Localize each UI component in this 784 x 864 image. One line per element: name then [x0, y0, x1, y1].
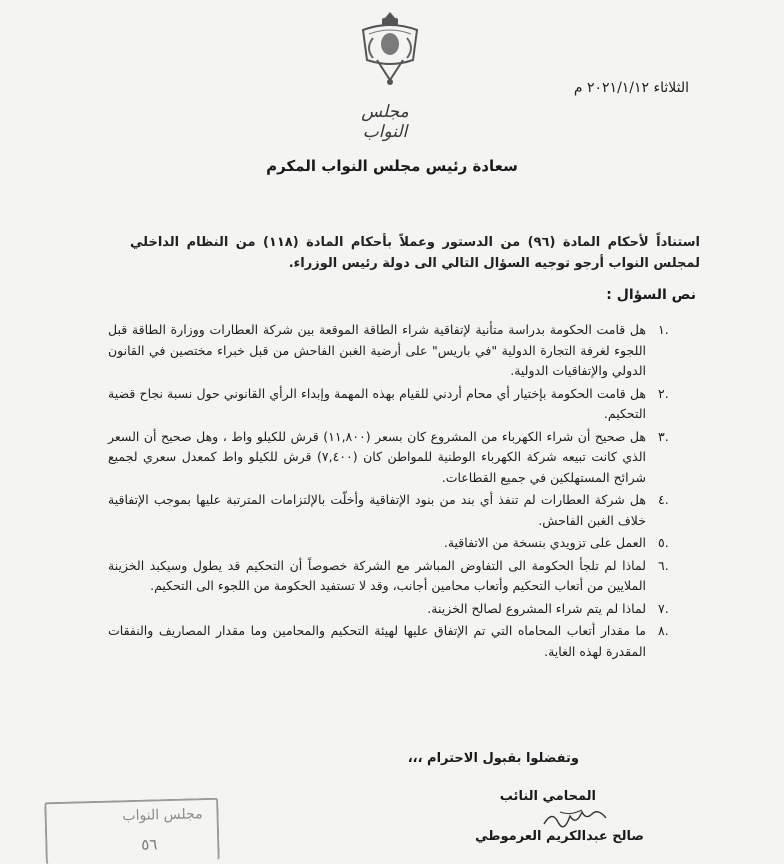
received-stamp	[44, 798, 220, 864]
question-text: هل شركة العطارات لم تنفذ أي بند من بنود الإتفاقية وأخلّت بالإلتزامات المترتبة عليها بموجب الإتفاقية خلاف الغبن الفاحش.	[108, 492, 646, 528]
stamp-number: ٥٦	[141, 835, 158, 854]
question-text: هل قامت الحكومة بإختيار أي محام أردني للقيام بهذه المهمة وإبداء الرأي القانوني حول نسبة نجاح قضية التحكيم.	[108, 385, 646, 421]
document-date: الثلاثاء ٢٠٢١/١/١٢ م	[573, 80, 689, 96]
question-text: لماذا لم يتم شراء المشروع لصالح الخزينة.	[427, 600, 646, 616]
question-item	[108, 427, 688, 489]
question-text: لماذا لم تلجأ الحكومة الى التفاوض المباشر مع الشركة خصوصاً أن التحكيم قد يطول وسيكبد الخزينة الملايين من أتعاب التحكيم وأتعاب محامين أجانب، وقد لا تستفيد الحكومة من اللجوء الى التحكيم.	[108, 557, 646, 593]
closing-line: وتفضلوا بقبول الاحترام ،،،	[407, 751, 579, 766]
question-item	[108, 490, 688, 531]
question-number: .٨	[658, 623, 669, 638]
question-number: .٦	[658, 557, 669, 573]
signer-name: صالح عبدالكريم العرموطي	[475, 829, 644, 844]
jordan-coat-of-arms-icon	[355, 8, 425, 88]
question-item	[108, 556, 688, 597]
question-number: .٤	[658, 492, 669, 507]
handwritten-signature	[540, 804, 610, 832]
question-item	[108, 621, 688, 662]
question-list	[108, 320, 688, 662]
question-number: .٧	[658, 600, 669, 616]
question-text: ما مقدار أتعاب المحاماه التي تم الإتفاق عليها لهيئة التحكيم والمحامين وما مقدار المصاريف والنفقات المقدرة لهذه الغاية.	[108, 623, 646, 659]
salutation: سعادة رئيس مجلس النواب المكرم	[266, 157, 518, 175]
question-item	[108, 533, 688, 554]
question-item	[108, 599, 688, 620]
question-text: هل قامت الحكومة بدراسة متأنية لإتفاقية شراء الطاقة الموقعة بين شركة العطارات ووزارة الطاقة قبل اللجوء لغرفة التجارة الدولية "في باريس" على أرضية الغبن الفاحش من قبل خبراء مختصين في القانون الدولي والإتفاقيات الدولية.	[108, 322, 646, 378]
parliament-logo-text: مجلس النواب	[361, 102, 409, 142]
intro-paragraph: استناداً لأحكام المادة (٩٦) من الدستور وعملاً بأحكام المادة (١١٨) من النظام الداخلي لمجلس النواب أرجو توجيه السؤال التالي الى دولة رئيس الوزراء.	[130, 235, 700, 271]
stamp-label: مجلس النواب	[122, 806, 203, 825]
question-number: .٣	[658, 428, 669, 444]
question-number: .٢	[658, 385, 669, 401]
signer-title: المحامي النائب	[499, 789, 596, 804]
question-item	[108, 384, 688, 425]
question-number: .١	[658, 322, 669, 337]
question-text: العمل على تزويدي بنسخة من الاتفاقية.	[443, 535, 646, 550]
question-text: هل صحيح أن شراء الكهرباء من المشروع كان بسعر (١١,٨٠٠) قرش للكيلو واط ، وهل صحيح أن السعر الذي كانت تبيعه شركة الكهرباء الوطنية للمواطن كان (٧,٤٠٠) قرش للكيلو واط كمعدل سعري لجميع شرائح المستهلكين في جميع القطاعات.	[108, 428, 647, 485]
question-heading: نص السؤال :	[606, 287, 696, 303]
question-number: .٥	[658, 535, 669, 550]
question-item	[108, 320, 688, 382]
